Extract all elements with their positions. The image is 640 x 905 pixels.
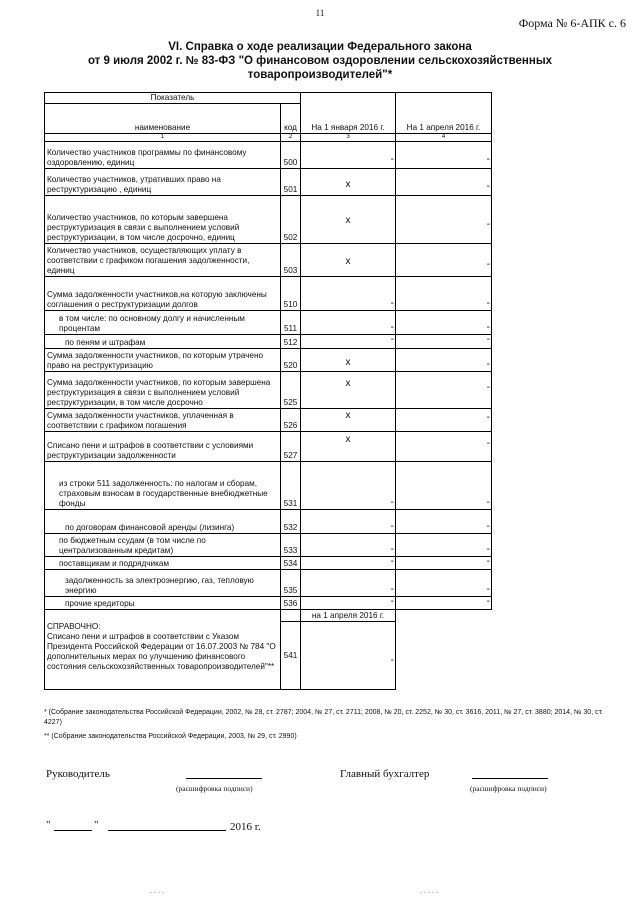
row-code: 527: [281, 432, 301, 462]
table-row: [45, 335, 492, 349]
row-name: поставщикам и подрядчикам: [45, 557, 281, 570]
row-name: из строки 511 задолженность: по налогам и сборам, страховым взносам в государственные внебюджетные фонды: [45, 462, 281, 510]
colnum-1: 1: [45, 134, 281, 142]
value-mark: -: [390, 298, 394, 309]
row-value-jan: [301, 432, 396, 462]
head-label: Руководитель: [46, 768, 110, 780]
value-mark: -: [486, 521, 490, 532]
page-number: 11: [315, 8, 325, 18]
row-name: Сумма задолженности участников, по которым утрачено право на реструктуризацию: [45, 349, 281, 372]
row-value-apr: [396, 277, 492, 311]
value-mark: x: [345, 434, 351, 446]
header-code: код: [281, 104, 301, 134]
value-mark: -: [390, 544, 394, 555]
row-name: задолженность за электроэнергию, газ, тепловую энергию: [45, 570, 281, 597]
row-code: 531: [281, 462, 301, 510]
value-mark: -: [486, 584, 490, 595]
date-day-line[interactable]: [54, 830, 92, 831]
date-year: 2016 г.: [230, 821, 261, 833]
row-code: 532: [281, 510, 301, 534]
table-row: [45, 349, 492, 372]
row-code: 501: [281, 169, 301, 196]
reference-title: СПРАВОЧНО:: [47, 621, 101, 631]
row-code: 511: [281, 311, 301, 335]
table-row: [45, 142, 492, 169]
value-mark: -: [390, 584, 394, 595]
row-value-apr: [396, 409, 492, 432]
table-row: [45, 169, 492, 196]
row-value-jan: [301, 570, 396, 597]
colnum-3: 3: [301, 134, 396, 142]
title-line-2: от 9 июля 2002 г. № 83-ФЗ "О финансовом оздоровлении сельскохозяйственных: [87, 55, 553, 67]
form-label: Форма № 6-АПК с. 6: [518, 16, 626, 30]
reference-header-row: [45, 610, 492, 622]
row-value-apr: [396, 196, 492, 244]
row-name: Списано пени и штрафов в соответствии с условиями реструктуризации задолженности: [45, 432, 281, 462]
reference-name-cell: [45, 622, 281, 690]
row-value-jan: [301, 534, 396, 557]
row-code: 526: [281, 409, 301, 432]
row-value-jan: [301, 335, 396, 349]
colnum-4: 4: [396, 134, 492, 142]
reference-code: 541: [281, 622, 301, 690]
row-value-jan: [301, 169, 396, 196]
row-code: 533: [281, 534, 301, 557]
reference-value: [301, 622, 396, 690]
table-row: [45, 534, 492, 557]
table-row: [45, 597, 492, 610]
row-name: Сумма задолженности участников, уплаченная в соответствии с графиком погашения: [45, 409, 281, 432]
row-code: 502: [281, 196, 301, 244]
row-name: Сумма задолженности участников,на которую заключены соглашения о реструктуризации долгов: [45, 277, 281, 311]
value-mark: x: [345, 410, 351, 422]
value-mark: -: [486, 359, 490, 370]
row-value-apr: [396, 372, 492, 409]
row-value-apr: [396, 335, 492, 349]
value-mark: -: [486, 218, 490, 230]
row-value-jan: [301, 372, 396, 409]
date-close-quote: ": [94, 819, 99, 831]
row-value-apr: [396, 349, 492, 372]
reference-header-empty: [396, 610, 492, 622]
table-row: [45, 196, 492, 244]
date-month-line[interactable]: [108, 830, 226, 831]
value-mark: -: [486, 412, 490, 424]
row-name: по договорам финансовой аренды (лизинга): [45, 510, 281, 534]
row-code: 520: [281, 349, 301, 372]
value-mark: -: [486, 596, 490, 607]
value-mark: -: [390, 654, 394, 666]
row-value-apr: [396, 462, 492, 510]
reference-header-spacer: [45, 610, 281, 622]
row-value-jan: [301, 142, 396, 169]
row-value-jan: [301, 349, 396, 372]
row-value-apr: [396, 534, 492, 557]
row-value-jan: [301, 311, 396, 335]
row-name: по бюджетным ссудам (в том числе по централизованным кредитам): [45, 534, 281, 557]
value-mark: -: [486, 334, 490, 345]
head-caption: (расшифровка подписи): [176, 784, 253, 793]
title-line-1: VI. Справка о ходе реализации Федерального закона: [168, 41, 472, 53]
value-mark: -: [486, 321, 490, 333]
value-mark: x: [345, 178, 351, 190]
value-mark: x: [345, 256, 351, 268]
scan-artifact-dots: . . . .: [150, 886, 164, 895]
value-mark: -: [486, 181, 490, 192]
row-value-jan: [301, 277, 396, 311]
row-value-jan: [301, 244, 396, 277]
footnote-2: ** (Собрание законодательства Российской Федерации, 2003, № 29, ст. 2990): [44, 733, 297, 740]
value-mark: -: [390, 154, 394, 165]
row-value-jan: [301, 409, 396, 432]
row-name: в том числе: по основному долгу и начисленным процентам: [45, 311, 281, 335]
table-row: [45, 277, 492, 311]
row-value-jan: [301, 462, 396, 510]
reference-row: [45, 622, 492, 690]
row-value-apr: [396, 311, 492, 335]
scan-artifact-dots: . . . . .: [420, 886, 438, 895]
table-row: [45, 570, 492, 597]
value-mark: x: [345, 214, 351, 226]
row-value-apr: [396, 597, 492, 610]
row-value-jan: [301, 196, 396, 244]
row-value-jan: [301, 510, 396, 534]
footnote-1: * (Собрание законодательства Российской Федерации, 2002, № 28, ст. 2787; 2004, № 27, ст. 2711; 2008, № 20, ст. 2252, № 30, ст. 3616, 2011, № 27, ст. 3880; 2014, № 30, ст. 4227): [44, 709, 603, 726]
row-value-jan: [301, 557, 396, 570]
value-mark: -: [390, 596, 394, 607]
row-name: Количество участников программы по финансовому оздоровлению, единиц: [45, 142, 281, 169]
row-value-apr: [396, 510, 492, 534]
accountant-label: Главный бухгалтер: [340, 768, 430, 780]
row-name: Количество участников, утративших право на реструктуризацию , единиц: [45, 169, 281, 196]
row-code: 503: [281, 244, 301, 277]
value-mark: -: [390, 497, 394, 508]
value-mark: -: [390, 321, 394, 333]
report-table: [44, 92, 492, 690]
header-col3: На 1 января 2016 г.: [301, 93, 396, 134]
reference-empty: [396, 622, 492, 690]
header-name: наименование: [45, 104, 281, 134]
row-value-apr: [396, 557, 492, 570]
head-signature-line[interactable]: [186, 778, 262, 779]
row-code: 525: [281, 372, 301, 409]
value-mark: x: [345, 357, 351, 369]
table-row: [45, 244, 492, 277]
row-code: 512: [281, 335, 301, 349]
colnum-2: 2: [281, 134, 301, 142]
reference-header-spacer: [281, 610, 301, 622]
row-code: 500: [281, 142, 301, 169]
table-row: [45, 462, 492, 510]
row-value-apr: [396, 570, 492, 597]
value-mark: -: [390, 556, 394, 567]
value-mark: -: [486, 544, 490, 555]
row-name: Сумма задолженности участников, по которым завершена реструктуризация в связи с выполнением условий реструктуризации, в том числе досрочно: [45, 372, 281, 409]
row-name: прочие кредиторы: [45, 597, 281, 610]
header-col4: На 1 апреля 2016 г.: [396, 93, 492, 134]
value-mark: -: [486, 154, 490, 165]
row-code: 534: [281, 557, 301, 570]
row-name: Количество участников, по которым завершена реструктуризация в связи с выполнением условий реструктуризации, в том числе досрочно, единиц: [45, 196, 281, 244]
row-value-jan: [301, 597, 396, 610]
value-mark: -: [486, 438, 490, 450]
table-row: [45, 510, 492, 534]
accountant-caption: (расшифровка подписи): [470, 784, 547, 793]
table-row: [45, 372, 492, 409]
row-code: 536: [281, 597, 301, 610]
date-open-quote: ": [46, 819, 51, 831]
value-mark: -: [486, 381, 490, 393]
table-row: [45, 557, 492, 570]
accountant-signature-line[interactable]: [472, 778, 548, 779]
row-value-apr: [396, 169, 492, 196]
table-row: [45, 432, 492, 462]
table-row: [45, 311, 492, 335]
row-value-apr: [396, 142, 492, 169]
row-value-apr: [396, 432, 492, 462]
value-mark: x: [345, 378, 351, 390]
row-name: Количество участников, осуществляющих уплату в соответствии с графиком погашения задолженности, единиц: [45, 244, 281, 277]
title-line-3: товаропроизводителей"*: [247, 69, 393, 81]
row-value-apr: [396, 244, 492, 277]
row-code: 535: [281, 570, 301, 597]
table-row: [45, 409, 492, 432]
row-name: по пеням и штрафам: [45, 335, 281, 349]
reference-col-header: на 1 апреля 2016 г.: [301, 610, 396, 622]
value-mark: -: [390, 521, 394, 532]
value-mark: -: [486, 497, 490, 508]
value-mark: -: [390, 334, 394, 345]
header-indicator: Показатель: [45, 93, 301, 104]
value-mark: -: [486, 298, 490, 309]
section-title: [60, 40, 580, 82]
value-mark: -: [486, 556, 490, 567]
reference-name: Списано пени и штрафов в соответствии с Указом Президента Российской Федерации от 16.07.2003 № 784 "О дополнительных мерах по улучшению финансового состояния сельскохозяйственных товаропроизводителей"**: [47, 631, 276, 671]
value-mark: -: [486, 259, 490, 270]
row-code: 510: [281, 277, 301, 311]
